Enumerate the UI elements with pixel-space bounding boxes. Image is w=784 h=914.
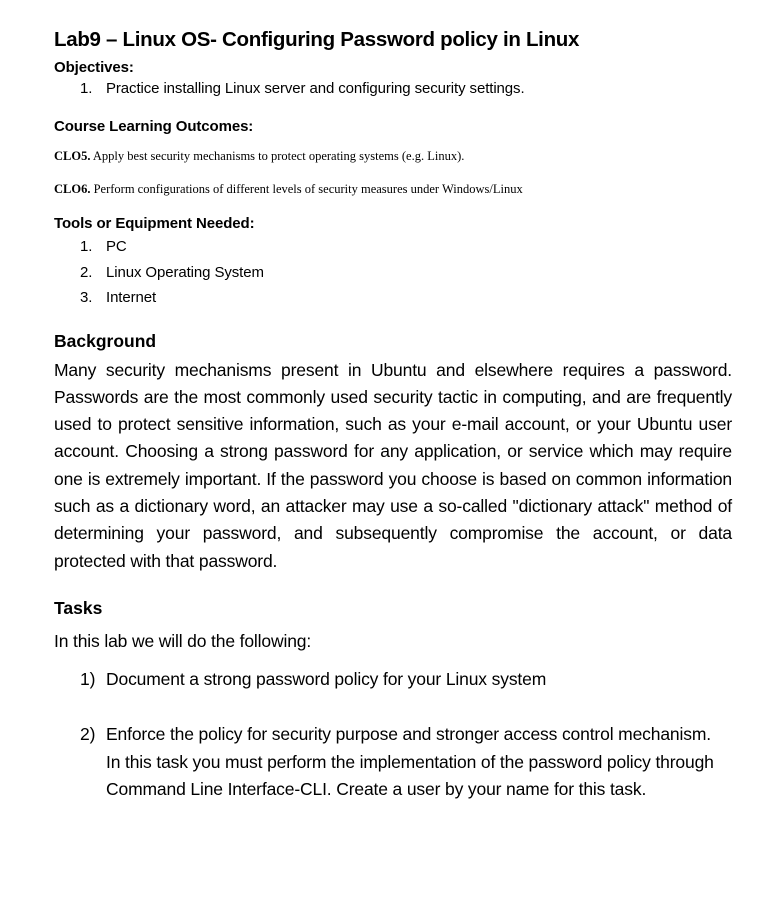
- list-item: [54, 260, 732, 286]
- clo6-text: Perform configurations of different levels of security measures under Windows/Linux: [90, 182, 523, 196]
- list-item-text: Internet: [106, 289, 157, 306]
- document-page: [54, 26, 732, 804]
- list-number: 1.: [80, 238, 93, 255]
- tools-list: [54, 234, 732, 311]
- list-number: 1): [80, 668, 96, 689]
- list-number: 2): [80, 724, 96, 745]
- tasks-intro: In this lab we will do the following:: [54, 630, 312, 651]
- list-item: [54, 234, 732, 260]
- objectives-label: Objectives:: [54, 59, 134, 76]
- list-item: [54, 666, 732, 694]
- list-item-text: Enforce the policy for security purpose and stronger access control mechanism. In this task you must perform the implementation of the password policy through Command Line Interface-CLI. Create a user by your name for this task.: [106, 724, 714, 800]
- list-item-text: Document a strong password policy for your Linux system: [106, 668, 547, 689]
- clo5-statement: [54, 148, 732, 164]
- background-paragraph: Many security mechanisms present in Ubuntu and elsewhere requires a password. Passwords are the most commonly used security tactic in computing, and are frequently used to protect sensitive information, such as your e-mail account, or your Ubuntu user account. Choosing a strong password for any application, or service which may require one is extremely important. If the password you choose is based on common information such as a dictionary word, an attacker may use a so-called "dictionary attack" method of determining your password, and subsequently compromise the account, or data protected with that password.: [54, 359, 732, 571]
- document-title: Lab9 – Linux OS- Configuring Password policy in Linux: [54, 28, 580, 51]
- tasks-heading: Tasks: [54, 597, 103, 618]
- list-number: 3.: [80, 289, 93, 306]
- list-item: [54, 78, 732, 100]
- list-item-text: PC: [106, 238, 127, 255]
- clo6-code: CLO6.: [54, 182, 91, 196]
- clo-label: Course Learning Outcomes:: [54, 118, 254, 135]
- objectives-list: [54, 78, 732, 100]
- list-item: [54, 285, 732, 311]
- list-item: [54, 721, 716, 804]
- clo5-text: Apply best security mechanisms to protect operating systems (e.g. Linux).: [90, 149, 465, 163]
- list-item-text: Linux Operating System: [106, 263, 264, 281]
- list-number: 2.: [80, 263, 93, 281]
- list-number: 1.: [80, 80, 93, 97]
- tasks-list: [54, 666, 732, 804]
- clo6-statement: [54, 181, 732, 197]
- clo5-code: CLO5.: [54, 149, 91, 163]
- tools-label: Tools or Equipment Needed:: [54, 215, 255, 232]
- list-item-text: Practice installing Linux server and configuring security settings.: [106, 80, 525, 97]
- background-heading: Background: [54, 330, 157, 351]
